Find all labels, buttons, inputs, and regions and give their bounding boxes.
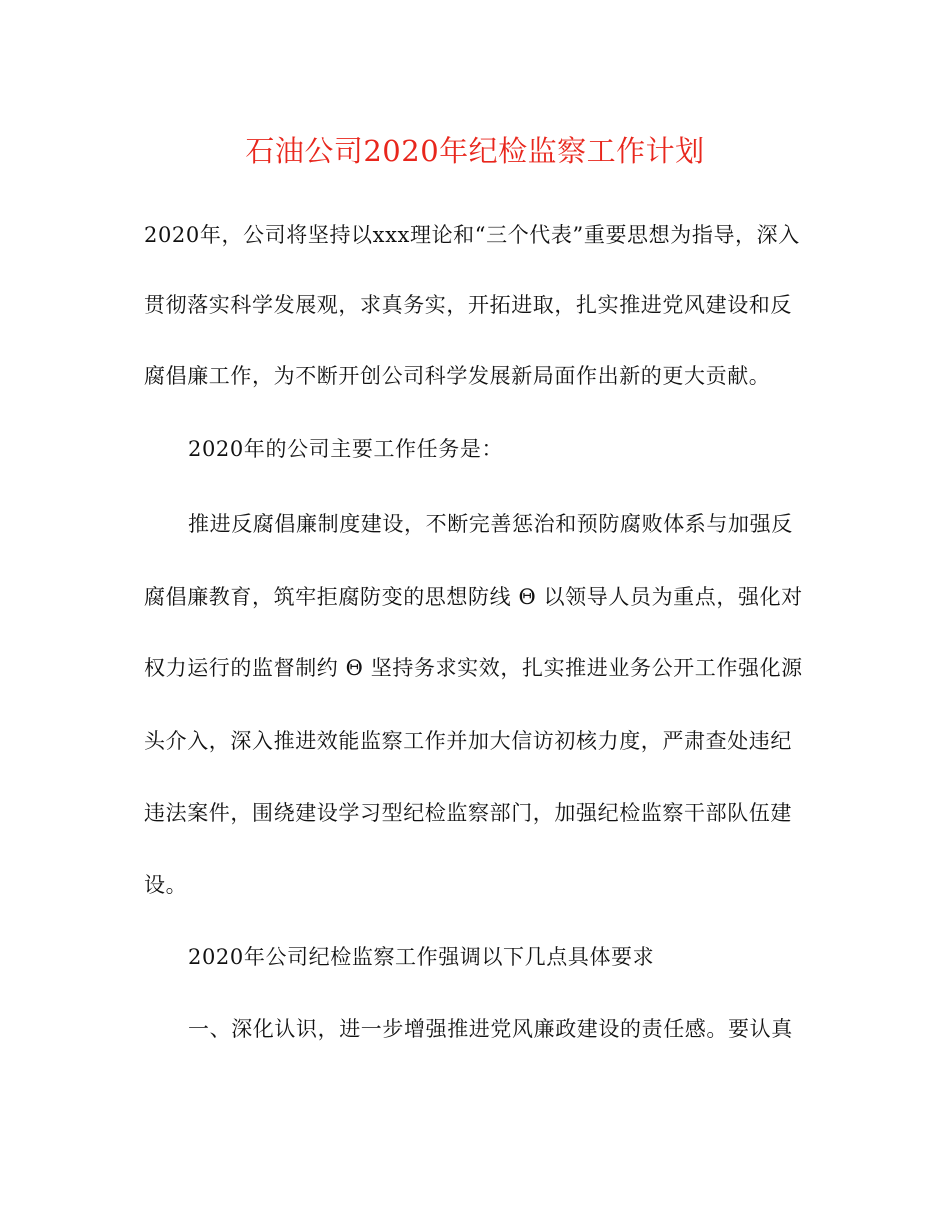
paragraph-line: 一、深化认识，进一步增强推进党风廉政建设的责任感。要认真 bbox=[188, 1017, 793, 1041]
paragraph-line: 权力运行的监督制约 Θ 坚持务求实效，扎实推进业务公开工作强化源 bbox=[144, 656, 803, 680]
paragraph-line: 头介入，深入推进效能监察工作并加大信访初核力度，严肃查处违纪 bbox=[144, 729, 792, 753]
paragraph-line: 腐倡廉教育，筑牢拒腐防变的思想防线 Θ 以领导人员为重点，强化对 bbox=[144, 585, 803, 609]
paragraph-line: 2020年公司纪检监察工作强调以下几点具体要求 bbox=[188, 945, 655, 969]
paragraph-line: 腐倡廉工作，为不断开创公司科学发展新局面作出新的更大贡献。 bbox=[144, 364, 771, 388]
paragraph-line: 违法案件，围绕建设学习型纪检监察部门，加强纪检监察干部队伍建 bbox=[144, 801, 792, 825]
document-title: 石油公司2020年纪检监察工作计划 bbox=[245, 134, 705, 168]
paragraph-line: 2020年，公司将坚持以xxx理论和“三个代表”重要思想为指导，深入 bbox=[144, 223, 800, 247]
paragraph-line: 2020年的公司主要工作任务是： bbox=[188, 437, 504, 461]
paragraph-line: 贯彻落实科学发展观，求真务实，开拓进取，扎实推进党风建设和反 bbox=[144, 293, 792, 317]
paragraph-line: 设。 bbox=[144, 873, 188, 897]
paragraph-line: 推进反腐倡廉制度建设，不断完善惩治和预防腐败体系与加强反 bbox=[188, 512, 793, 536]
